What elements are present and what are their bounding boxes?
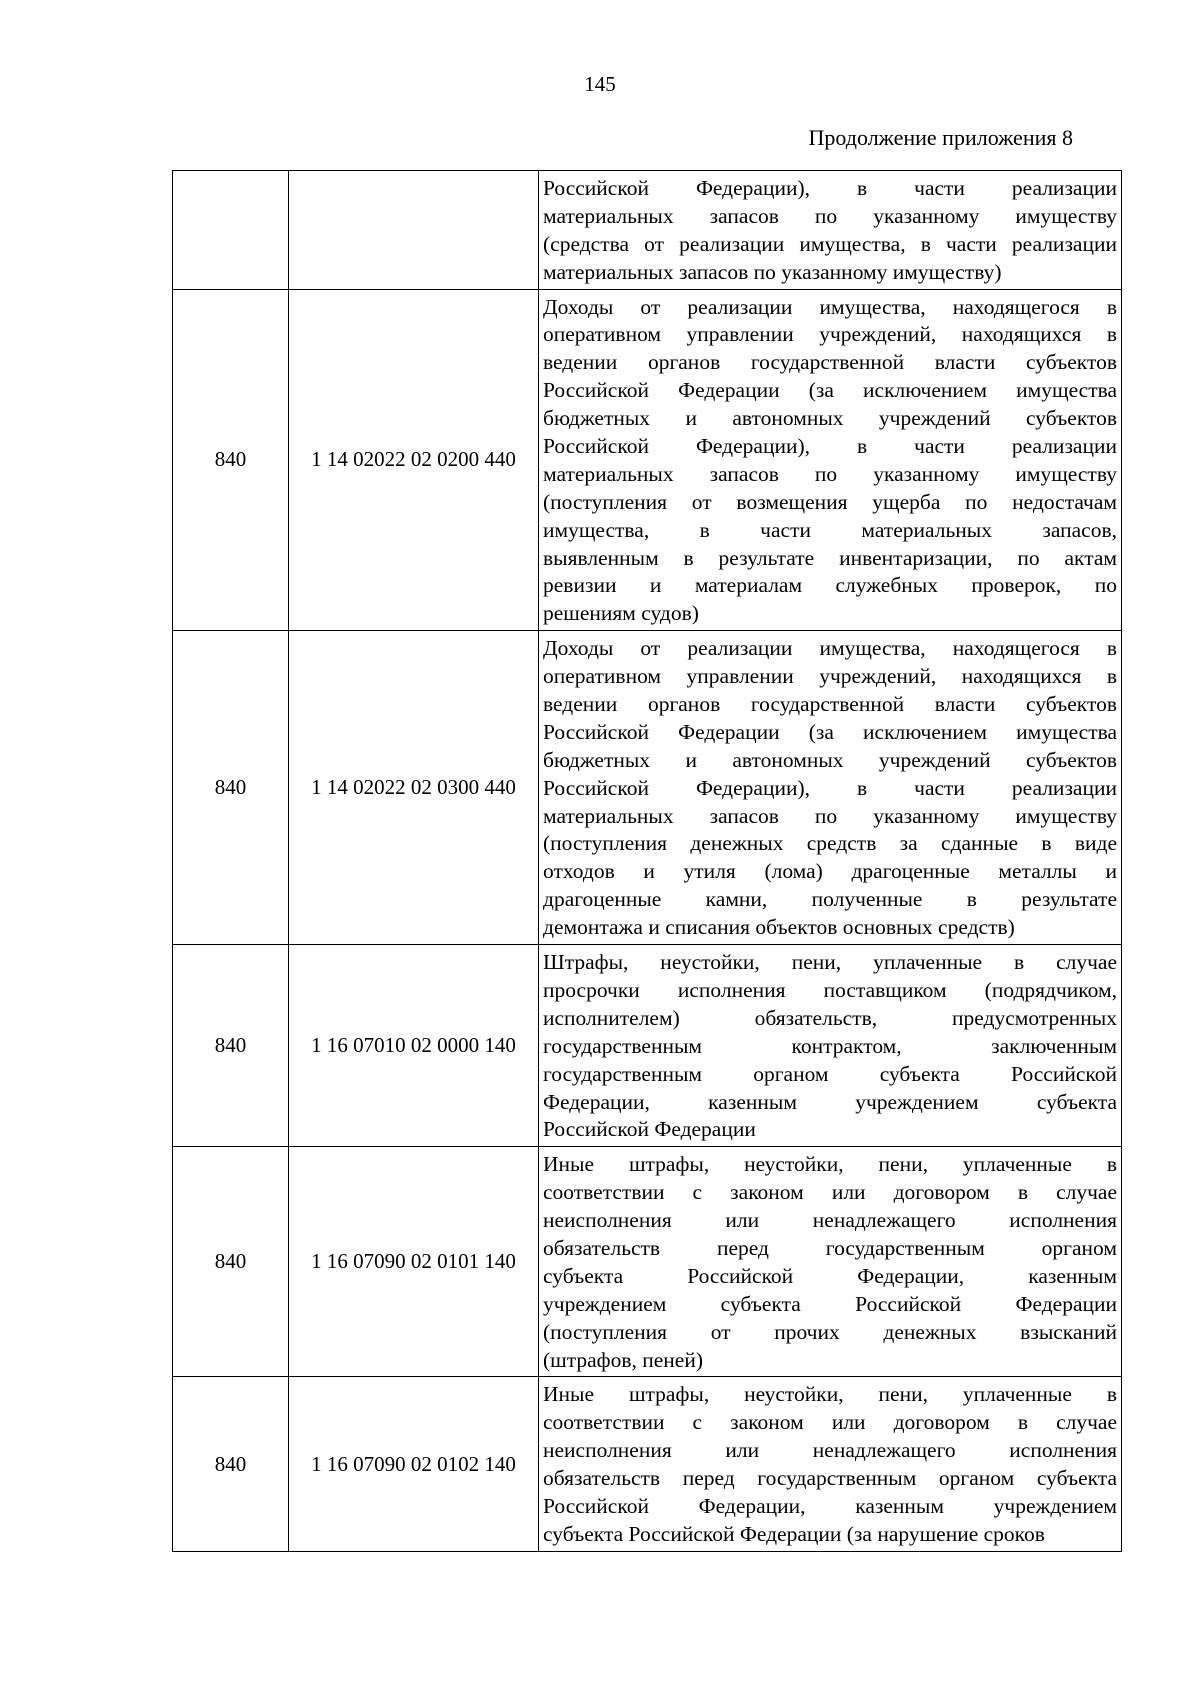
admin-code-cell: 840 <box>173 631 289 945</box>
description-line: государственным органом субъекта Российской <box>543 1061 1117 1086</box>
description-line: Российской Федерации), в части реализации <box>543 775 1117 800</box>
description-line: субъекта Российской Федерации, казенным <box>543 1263 1117 1288</box>
description-line: обязательств перед государственным органом субъекта <box>543 1466 1117 1491</box>
description-line: ведении органов государственной власти субъектов <box>543 692 1117 717</box>
description-line: Доходы от реализации имущества, находящегося в <box>543 294 1117 319</box>
description-line: Российской Федерации (за исключением имущества <box>543 378 1117 403</box>
description-line: Российской Федерации), в части реализации <box>543 176 1117 200</box>
description-line: просрочки исполнения поставщиком (подрядчиком, <box>543 977 1117 1002</box>
description-line: бюджетных и автономных учреждений субъектов <box>543 406 1117 431</box>
description-line: Федерации, казенным учреждением субъекта <box>543 1089 1117 1114</box>
description-line: (штрафов, пеней) <box>543 1347 704 1372</box>
description-line: решениям судов) <box>543 601 699 626</box>
admin-code-cell: 840 <box>173 1377 289 1551</box>
description-line: материальных запасов по указанному имуществу <box>543 803 1117 828</box>
description-line: Штрафы, неустойки, пени, уплаченные в случае <box>543 950 1117 975</box>
budget-code-cell <box>289 171 539 290</box>
description-line: ревизии и материалам служебных проверок, по <box>543 573 1117 598</box>
description-line: Российской Федерации (за исключением имущества <box>543 719 1117 744</box>
revenue-description-cell <box>539 171 1122 290</box>
description-line: материальных запасов по указанному имуществу <box>543 461 1117 486</box>
description-line: Российской Федерации), в части реализации <box>543 434 1117 459</box>
budget-code-cell: 1 16 07090 02 0101 140 <box>289 1147 539 1377</box>
description-line: субъекта Российской Федерации (за нарушение сроков <box>543 1521 1045 1546</box>
description-line: выявленным в результате инвентаризации, по актам <box>543 545 1117 570</box>
revenue-description-cell <box>539 631 1122 945</box>
description-line: (средства от реализации имущества, в части реализации <box>543 231 1117 256</box>
admin-code-cell <box>173 171 289 290</box>
revenue-description-cell <box>539 1377 1122 1551</box>
table-row <box>173 1147 1122 1377</box>
admin-code-cell: 840 <box>173 289 289 631</box>
table-row <box>173 1377 1122 1551</box>
description-line: Иные штрафы, неустойки, пени, уплаченные в <box>543 1152 1117 1177</box>
description-line: неисполнения или ненадлежащего исполнения <box>543 1438 1117 1463</box>
revenue-description-cell <box>539 1147 1122 1377</box>
description-line: ведении органов государственной власти субъектов <box>543 350 1117 375</box>
description-line: отходов и утиля (лома) драгоценные металлы и <box>543 859 1117 884</box>
description-line: обязательств перед государственным органом <box>543 1235 1117 1260</box>
table-body <box>173 171 1122 1552</box>
description-line: бюджетных и автономных учреждений субъектов <box>543 747 1117 772</box>
description-line: Российской Федерации, казенным учреждением <box>543 1493 1117 1518</box>
revenue-description-cell <box>539 945 1122 1147</box>
description-line: учреждением субъекта Российской Федерации <box>543 1291 1117 1316</box>
description-line: неисполнения или ненадлежащего исполнения <box>543 1208 1117 1233</box>
table-row <box>173 631 1122 945</box>
table-row <box>173 945 1122 1147</box>
budget-code-cell: 1 16 07010 02 0000 140 <box>289 945 539 1147</box>
description-line: исполнителем) обязательств, предусмотренных <box>543 1005 1117 1030</box>
description-line: государственным контрактом, заключенным <box>543 1033 1117 1058</box>
description-line: соответствии с законом или договором в случае <box>543 1410 1117 1435</box>
budget-revenue-table <box>172 170 1122 1552</box>
description-line: оперативном управлении учреждений, находящихся в <box>543 664 1117 689</box>
description-line: материальных запасов по указанному имуществу <box>543 203 1117 228</box>
budget-code-cell: 1 14 02022 02 0300 440 <box>289 631 539 945</box>
revenue-description-cell <box>539 289 1122 631</box>
budget-code-cell: 1 14 02022 02 0200 440 <box>289 289 539 631</box>
appendix-continuation-note: Продолжение приложения 8 <box>808 125 1073 150</box>
description-line: соответствии с законом или договором в случае <box>543 1180 1117 1205</box>
description-line: Иные штрафы, неустойки, пени, уплаченные в <box>543 1382 1117 1407</box>
admin-code-cell: 840 <box>173 1147 289 1377</box>
description-line: драгоценные камни, полученные в результате <box>543 887 1117 912</box>
description-line: имущества, в части материальных запасов, <box>543 517 1117 542</box>
page-number: 145 <box>584 72 616 96</box>
description-line: оперативном управлении учреждений, находящихся в <box>543 322 1117 347</box>
admin-code-cell: 840 <box>173 945 289 1147</box>
description-line: (поступления от прочих денежных взысканий <box>543 1319 1117 1344</box>
description-line: демонтажа и списания объектов основных средств) <box>543 915 1015 940</box>
table-row <box>173 289 1122 631</box>
budget-code-cell: 1 16 07090 02 0102 140 <box>289 1377 539 1551</box>
description-line: Российской Федерации <box>543 1117 756 1142</box>
description-line: материальных запасов по указанному имуществу) <box>543 259 1002 284</box>
description-line: Доходы от реализации имущества, находящегося в <box>543 636 1117 661</box>
description-line: (поступления денежных средств за сданные в виде <box>543 831 1117 856</box>
description-line: (поступления от возмещения ущерба по недостачам <box>543 489 1117 514</box>
table-row <box>173 171 1122 290</box>
